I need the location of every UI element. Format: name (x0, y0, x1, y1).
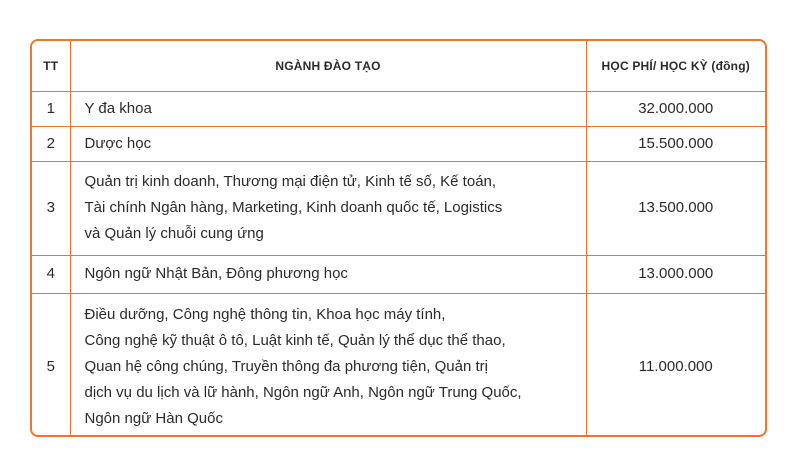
header-tt: TT (32, 41, 70, 91)
major-text: Dược học (84, 134, 152, 152)
major-text: Y đa khoa (84, 99, 152, 117)
header-major: NGÀNH ĐÀO TẠO (70, 41, 586, 91)
major-text: Công nghệ kỹ thuật ô tô, Luật kinh tế, Quản lý thể dục thể thao, (84, 332, 506, 350)
table-row (32, 255, 765, 293)
fee-cell: 13.500.000 (586, 161, 765, 255)
major-cell (70, 255, 586, 293)
table-row (32, 293, 765, 437)
tuition-table-grid (32, 41, 765, 437)
major-text: Ngôn ngữ Hàn Quốc (84, 410, 223, 428)
tuition-table (30, 39, 767, 437)
fee-cell: 11.000.000 (586, 293, 765, 437)
row-number: 2 (32, 126, 70, 161)
row-number: 1 (32, 91, 70, 126)
major-text: và Quản lý chuỗi cung ứng (84, 225, 264, 242)
major-text: Điều dưỡng, Công nghệ thông tin, Khoa học máy tính, (84, 306, 446, 324)
fee-cell: 32.000.000 (586, 91, 765, 126)
fee-cell: 15.500.000 (586, 126, 765, 161)
table-row (32, 161, 765, 255)
major-text: Tài chính Ngân hàng, Marketing, Kinh doanh quốc tế, Logistics (84, 199, 503, 216)
row-number: 3 (32, 161, 70, 255)
header-fee: HỌC PHÍ/ HỌC KỲ (đồng) (586, 41, 765, 91)
major-text: dịch vụ du lịch và lữ hành, Ngôn ngữ Anh, Ngôn ngữ Trung Quốc, (84, 384, 522, 402)
major-cell (70, 126, 586, 161)
fee-cell: 13.000.000 (586, 255, 765, 293)
major-cell (70, 161, 586, 255)
major-text: Ngôn ngữ Nhật Bản, Đông phương học (84, 265, 348, 282)
major-cell (70, 293, 586, 437)
row-number: 4 (32, 255, 70, 293)
major-text: Quản trị kinh doanh, Thương mại điện tử, Kinh tế số, Kế toán, (84, 173, 497, 190)
table-row (32, 126, 765, 161)
table-row (32, 91, 765, 126)
table-header-row (32, 41, 765, 91)
major-cell (70, 91, 586, 126)
row-number: 5 (32, 293, 70, 437)
major-text: Quan hệ công chúng, Truyền thông đa phương tiện, Quản trị (84, 358, 488, 376)
